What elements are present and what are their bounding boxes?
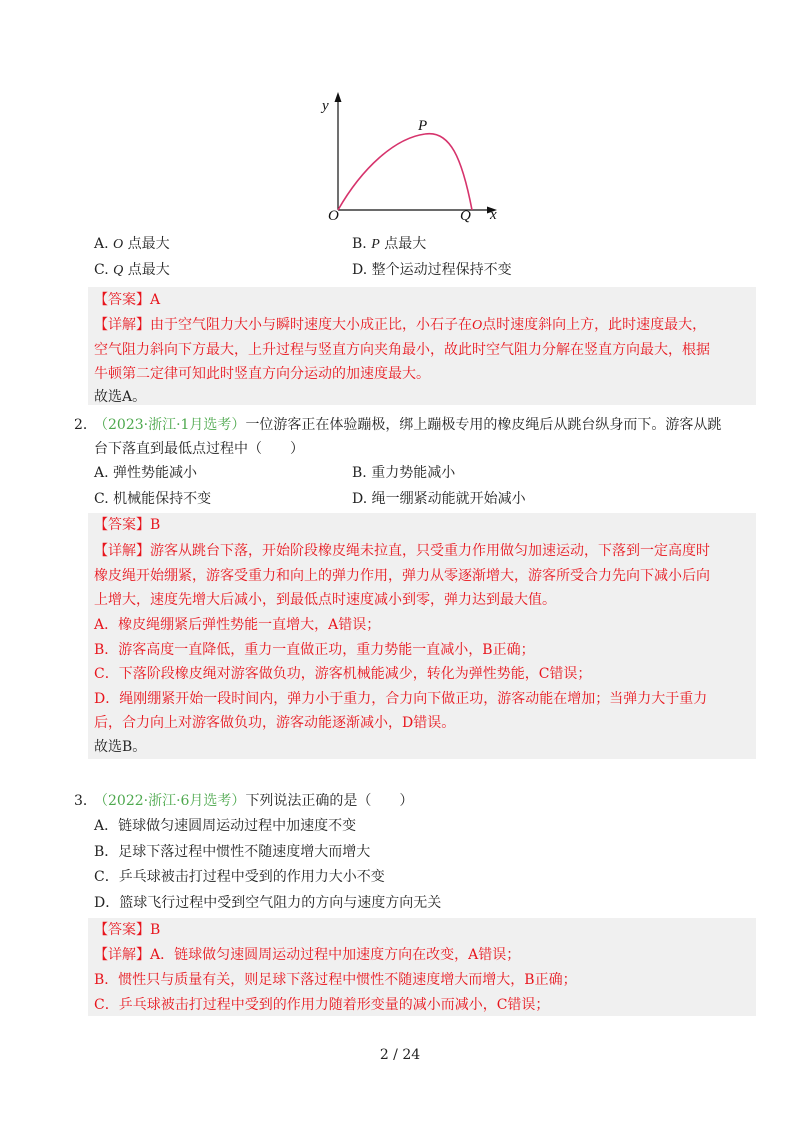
q3-answer: 【答案】B bbox=[94, 922, 161, 938]
option-text: 机械能保持不变 bbox=[113, 491, 212, 507]
q3-option-d[interactable]: D．篮球飞行过程中受到空气阻力的方向与速度方向无关 bbox=[94, 895, 442, 911]
q3-explain-line-3: C．乒乓球被击打过程中受到的作用力随着形变量的减小而减小，C错误； bbox=[94, 997, 550, 1013]
option-text: 弹性势能减小 bbox=[113, 465, 198, 481]
point-label: P bbox=[371, 237, 380, 252]
page-number: 2 / 24 bbox=[379, 1047, 421, 1063]
option-text: 绳一绷紧动能就开始减小 bbox=[371, 491, 526, 507]
option-letter: A. bbox=[94, 236, 109, 252]
origin-label: O bbox=[328, 208, 339, 224]
q3-option-a[interactable]: A．链球做匀速圆周运动过程中加速度不变 bbox=[94, 818, 357, 834]
option-letter: B. bbox=[352, 236, 367, 252]
q3-option-b[interactable]: B．足球下落过程中惯性不随速度增大而增大 bbox=[94, 844, 371, 860]
point-label: Q bbox=[113, 263, 124, 278]
option-text: 点最大 bbox=[127, 236, 170, 252]
option-letter: D. bbox=[352, 262, 368, 278]
q2-explain-line-6: C．下落阶段橡皮绳对游客做负功，游客机械能减少，转化为弹性势能，C错误； bbox=[94, 666, 592, 682]
q1-explain-line-3: 牛顿第二定律可知此时竖直方向分运动的加速度最大。 bbox=[94, 366, 430, 382]
q1-option-b[interactable] bbox=[352, 234, 426, 255]
q2-explain-line-1: 【详解】游客从跳台下落，开始阶段橡皮绳未拉直，只受重力作用做匀加速运动，下落到一定高度时 bbox=[94, 543, 710, 559]
q2-source: （2023·浙江·1月选考） bbox=[94, 417, 246, 433]
q3-number: 3． bbox=[74, 793, 97, 809]
q1-conclusion: 故选A。 bbox=[94, 389, 147, 405]
option-letter: D. bbox=[352, 491, 368, 507]
q2-option-c[interactable] bbox=[94, 489, 211, 509]
q3-option-c[interactable]: C．乒乓球被击打过程中受到的作用力大小不变 bbox=[94, 869, 385, 885]
q2-explain-line-2: 橡皮绳开始绷紧，游客受重力和向上的弹力作用，弹力从零逐渐增大，游客所受合力先向下减小后向 bbox=[94, 568, 710, 584]
end-label: Q bbox=[460, 208, 471, 224]
q2-answer: 【答案】B bbox=[94, 517, 161, 533]
q1-explain-line-2: 空气阻力斜向下方最大，上升过程与竖直方向夹角最小，故此时空气阻力分解在竖直方向最大，根据 bbox=[94, 342, 710, 358]
q2-option-d[interactable] bbox=[352, 489, 526, 509]
q3-stem: 下列说法正确的是（ ） bbox=[245, 793, 414, 809]
q3-stem-line bbox=[94, 791, 413, 811]
q3-explain-line-1: 【详解】A．链球做匀速圆周运动过程中加速度方向在改变，A错误； bbox=[94, 947, 521, 963]
q2-option-a[interactable] bbox=[94, 463, 197, 483]
q3-explain-line-2: B．惯性只与质量有关，则足球下落过程中惯性不随速度增大而增大，B正确； bbox=[94, 972, 577, 988]
q3-source: （2022·浙江·6月选考） bbox=[94, 793, 246, 809]
q1-option-c[interactable] bbox=[94, 260, 170, 281]
explain-text: 点时速度斜向上方，此时速度最大， bbox=[482, 317, 707, 333]
q2-stem-line-2: 台下落直到最低点过程中（ ） bbox=[94, 441, 304, 457]
motion-graph bbox=[300, 88, 520, 228]
point-label: O bbox=[113, 237, 124, 252]
option-text: 重力势能减小 bbox=[371, 465, 456, 481]
option-letter: A. bbox=[94, 465, 109, 481]
y-axis-label: y bbox=[322, 98, 329, 114]
explain-text: 【详解】由于空气阻力大小与瞬时速度大小成正比，小石子在 bbox=[94, 317, 472, 333]
q2-explain-line-5: B．游客高度一直降低，重力一直做正功，重力势能一直减小，B正确； bbox=[94, 642, 535, 658]
option-text: 整个运动过程保持不变 bbox=[371, 262, 512, 278]
q2-explain-line-3: 上增大，速度先增大后减小，到最低点时速度减小到零，弹力达到最大值。 bbox=[94, 592, 556, 608]
option-letter: B. bbox=[352, 465, 367, 481]
option-letter: C. bbox=[94, 262, 109, 278]
option-text: 点最大 bbox=[127, 262, 170, 278]
q2-number: 2． bbox=[74, 417, 97, 433]
q2-stem: 一位游客正在体验蹦极，绑上蹦极专用的橡皮绳后从跳台纵身而下。游客从跳 bbox=[245, 417, 722, 433]
q2-explain-line-7: D．绳刚绷紧开始一段时间内，弹力小于重力，合力向下做正功，游客动能在增加；当弹力大于重力 bbox=[94, 691, 708, 707]
y-axis-arrow bbox=[335, 92, 342, 102]
q2-stem-line-1 bbox=[94, 415, 721, 435]
point-label: O bbox=[472, 318, 483, 333]
q1-option-a[interactable] bbox=[94, 234, 170, 255]
peak-label: P bbox=[418, 118, 428, 134]
trajectory-curve bbox=[338, 134, 472, 210]
q1-option-d[interactable] bbox=[352, 260, 512, 280]
option-text: 点最大 bbox=[384, 236, 427, 252]
q2-explain-line-4: A．橡皮绳绷紧后弹性势能一直增大，A错误； bbox=[94, 617, 381, 633]
q2-explain-line-8: 后，合力向上对游客做负功，游客动能逐渐减小，D错误。 bbox=[94, 715, 456, 731]
q1-explain-line-1 bbox=[94, 315, 706, 336]
option-letter: C. bbox=[94, 491, 109, 507]
q1-answer: 【答案】A bbox=[94, 292, 161, 308]
x-axis-label: x bbox=[490, 207, 497, 223]
q2-option-b[interactable] bbox=[352, 463, 455, 483]
q2-conclusion: 故选B。 bbox=[94, 739, 147, 755]
